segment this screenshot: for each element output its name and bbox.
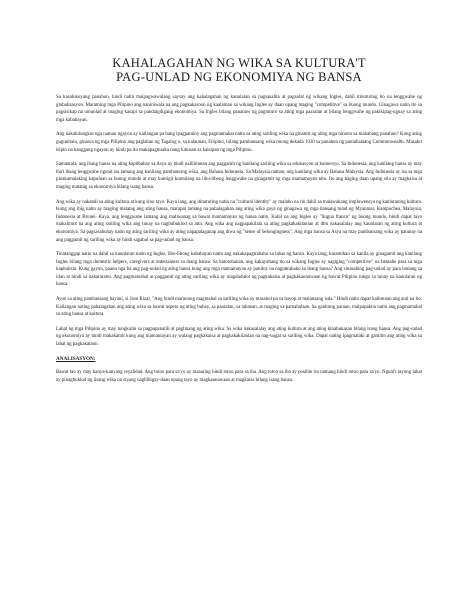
document-title [56,56,422,84]
analysis-heading: ANALISASYON: [56,355,96,362]
body-paragraph-5: Tinatanggap natin na dahil sa kaunlaran natin ng Ingles, libo-libong kababayan natin ang nakakapagtrabaho sa labas ng bansa. Kaya lang, karamihan sa kanila ay ginagamit ang kanilang Ingles bilang mga domestic helpers, caregivers at entertainers sa ibang bansa. Sa katotohanan, ang kakayahang ito sa wikang Ingles ay nagiging "competitive" na bentahe para sa mga kapitalista. Kung gayon, paano nga ba ang pag-unlad ng ating bansa kung ang mga mamamayan ay patuloy na nagtatrabaho sa ibang bansa? Ang sinasabing pag-unlad ay para lamang sa iilan at hindi sa nakararami. Ang pagmamahal at paggamit ng ating sariling wika ay magdudulot ng pagkakaisa at pagkakaunawaan ng bawat Pilipino tungo sa tunay na kaunlaran ng bansa. [56,252,422,288]
body-paragraph-7: Lahat ng mga Pilipino ay may tungkulin sa pagpapanatili at paglinang ng ating wika. Sa wika nakasalalay ang ating kultura at ang ating kinabukasan bilang isang bansa. Ang pag-unlad ng ekonomiya ay hindi makakamit kung ang mamamayan ay walang pagkakaisa at pagkakakilanlan na nag-uugat sa sariling wika. Dapat nating ipagmalaki at gamitin ang ating wika sa lahat ng pagkakataon. [56,326,422,348]
body-paragraph-3: Samantala, ang ibang bansa na ating kapitbahay sa Asya ay hindi nalilimutan ang paggamit ng kanilang sariling wika sa edukasyon at komersyo. Sa Indonesia, ang kanilang bansa ay may iba't ibang lenggwahe ngunit isa lamang ang kanilang pambansang wika, ang Bahasa Indonesia. Sa Malaysia naman, ang kanilang wika ay Bahasa Malaysia. Ang Indonesia ay isa sa mga pinakamalaking kapuluan sa buong mundo at may humigit kumulang na libu-libong lenggwahe na ginagamit ng mga mamamayan nito. Ito ang naging daan upang sila ay magkaisa at maging matatag sa ekonomiya bilang isang bansa. [56,162,422,190]
title-line-2: PAG-UNLAD NG EKONOMIYA NG BANSA [116,70,362,84]
body-paragraph-2: Ang nakalulungkot nga naman ngayon ay kailangan pa bang ipagpatuloy ang pagmamahal natin sa ating sariling wika na ginamit ng ating mga ninuno sa mahabang panahon? Kung ating gugunitain, ginawa ng mga Pilipino ang paglaban ng Tagalog o, sa kalaunan, Filipino, bilang pambansang wika noong dekada 1930 sa panahon ng pamahalaang Commonwealth. Masakit isipin na hanggang ngayon ay hindi pa ito makapagmarka nang lubusan sa kaisipan ng mga Pilipino. [56,132,422,153]
body-paragraph-6: Ayon sa ating pambansang bayani, si Jose Rizal, "Ang hindi marunong magmahal sa sariling wika ay masahol pa sa hayop at malansang isda." Hindi natin dapat kalimutan ang aral na ito. Kailangan nating pahalagahan ang ating wika sa bawat aspeto ng ating buhay, sa paaralan, sa tahanan, at maging sa pamahalaan. Sa ganitong paraan, maipapakita natin ang pagmamahal sa ating bansa at kultura. [56,297,422,318]
title-line-1: KAHALAGAHAN NG WIKA SA KULTURA'T [112,56,366,70]
body-paragraph-4: Ang wika ay nakatali sa ating kultura at kung sino tayo. Kaya lang, ang itinuturing natin na "cultural identity" ay malabo na rin dahil sa malawakang impluwensya ng kanluraning kultura. Kung ang ibig natin ay maging matatag ang ating bansa, marapat lamang na pahalagahan ang ating wika gaya ng ginagawa ng mga bansang tulad ng Myanmar, Kampuchea, Malaysia, Indonesia at Brunei. Kaya, ang lenggwahe lamang ang maliwanag sa bawat mamamayan ng bansa natin. Kahit na ang Ingles ay "lingua franca" ng buong mundo, hindi dapat tayo makalimot na ang ating sariling wika ang tunay na nagbubuklod sa atin. Ang wika ang nagpapakilala sa ating pagkakakilanlan at dito nakasalalay ang kaunlaran ng ating kultura at ekonomiya. Sa pagsasabuhay natin ng ating sariling wika ay ating napapalaganap ang diwa ng "sense of belongingness". Ang mga bansa sa Asya na may pambansang wika ay patunay na ang paggamit ng sariling wika ay hindi sagabal sa pag-unlad ng bansa. [56,199,422,243]
body-paragraph-1: Sa kasalukuyang panahon, hindi natin maipagwawalang saysay ang kahalagahan ng kaunlaran sa pagsasalita at pagsulat ng wikang Ingles, dahil itinuturing ito na lenggwahe ng globalisasyon. Maraming mga Pilipino ang naniniwala na ang pagkakaroon ng kaalaman sa wikang Ingles ay daan upang maging "competitive" sa buong mundo. Ginagawa natin ito sa pagsisikap na umunlad at maging kasapi sa pandaigdigang ekonomiya. Sa Ingles bilang pananaw ng pagtuturo sa ating mga paaralan at bilang lenggwahe ng pakikipag-ugnay sa ating mga kababayan. [56,95,422,123]
analysis-paragraph: Bawat tao ay may kanya-kanyang reyalidad. Ang totoo para sa'yo ay maaaring hindi totoo para sa iba. Ang totoo sa iba ay posible rin namang hindi totoo para sa'yo. Nguni't tayong lahat ay pinagbuklod ng iisang wika na siyang nagbibigay-daan upang tayo ay magkaunawaan at magkaisa bilang isang bansa. [56,370,422,383]
